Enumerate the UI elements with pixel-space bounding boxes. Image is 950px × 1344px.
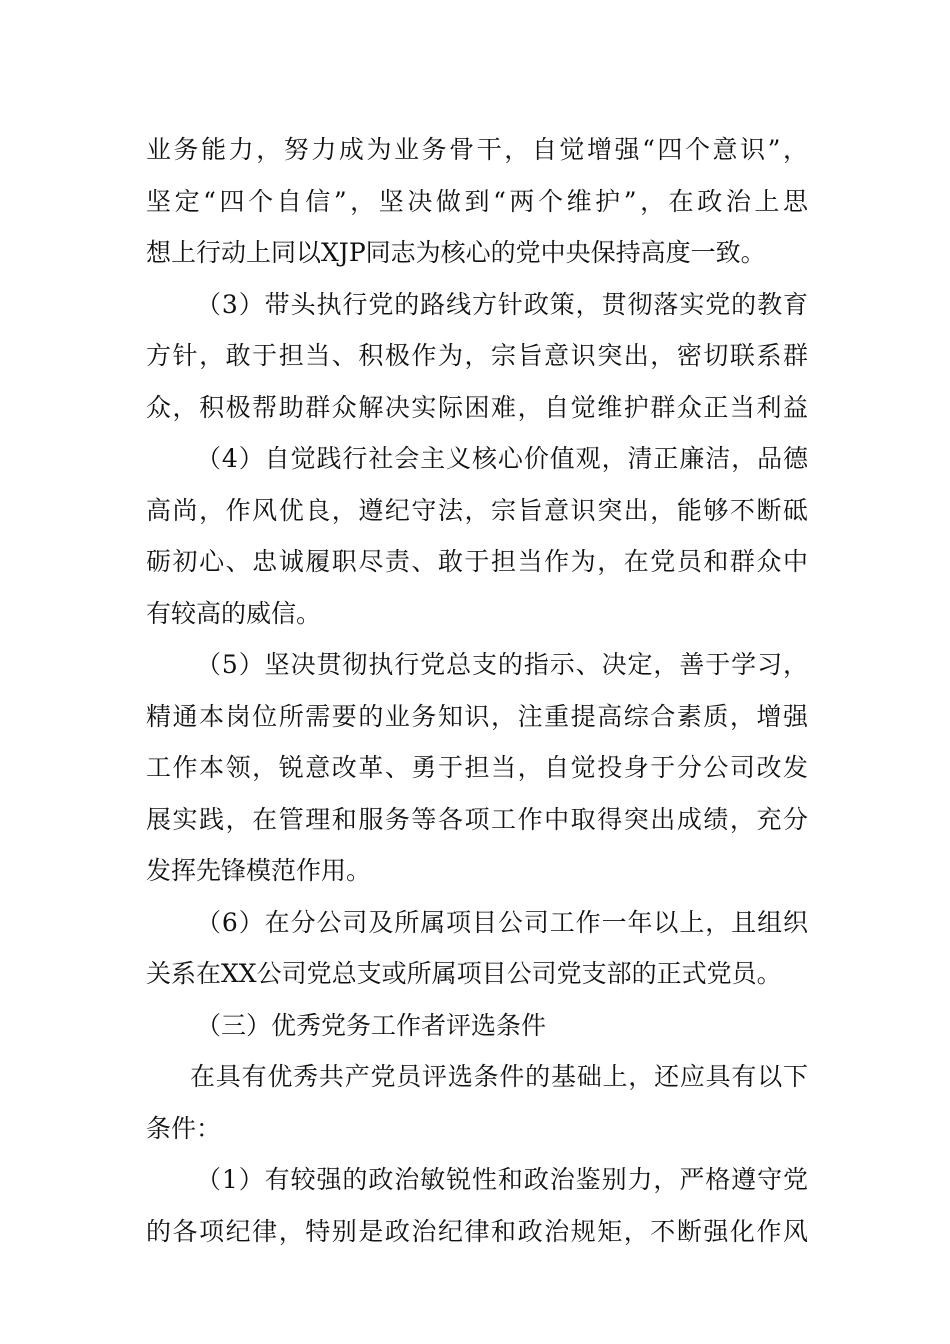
paragraph-item-6 — [146, 897, 808, 1000]
text-line: 众，积极帮助群众解决实际困难，自觉维护群众正当利益 — [146, 392, 808, 422]
heading-text: （三）优秀党务工作者评选条件 — [196, 1010, 547, 1040]
text-line: （3）带头执行党的路线方针政策，贯彻落实党的教育 — [196, 289, 808, 319]
text-line: （5）坚决贯彻执行党总支的指示、决定，善于学习， — [196, 650, 808, 679]
text-line: （1）有较强的政治敏锐性和政治鉴别力，严格遵守党 — [196, 1165, 808, 1194]
text-line: 的各项纪律，特别是政治纪律和政治规矩，不断强化作风 — [146, 1216, 808, 1246]
text-line: 坚定“四个自信”，坚决做到“两个维护”，在政治上思 — [146, 186, 808, 216]
text-line: 在具有优秀共产党员评选条件的基础上，还应具有以下 — [190, 1062, 808, 1091]
text-line: 条件： — [146, 1113, 222, 1143]
text-line: （4）自觉践行社会主义核心价值观，清正廉洁，品德 — [196, 444, 808, 473]
text-line: 方针，敢于担当、积极作为，宗旨意识突出，密切联系群 — [146, 341, 808, 370]
paragraph-item-3 — [146, 279, 808, 434]
text-line: 砺初心、忠诚履职尽责、敢于担当作为，在党员和群众中 — [146, 547, 808, 576]
section-heading — [146, 1000, 808, 1052]
text-line: 工作本领，锐意改革、勇于担当，自觉投身于分公司改发 — [146, 753, 808, 782]
text-line: 发挥先锋模范作用。 — [146, 856, 372, 885]
paragraph-item-1 — [146, 1154, 808, 1257]
paragraph-item-5 — [146, 639, 808, 897]
text-line: 有较高的威信。 — [146, 598, 322, 628]
text-line: 精通本岗位所需要的业务知识，注重提高综合素质，增强 — [146, 701, 808, 731]
text-line: （6）在分公司及所属项目公司工作一年以上，且组织 — [196, 907, 808, 937]
text-line: 关系在XX公司党总支或所属项目公司党支部的正式党员。 — [146, 959, 782, 988]
text-line: 展实践，在管理和服务等各项工作中取得突出成绩，充分 — [146, 804, 808, 834]
paragraph-continuation — [146, 124, 808, 279]
text-line: 高尚，作风优良，遵纪守法，宗旨意识突出，能够不断砥 — [146, 495, 808, 525]
text-line: 业务能力，努力成为业务骨干，自觉增强“四个意识”， — [146, 135, 808, 164]
paragraph-item-4 — [146, 433, 808, 639]
paragraph-intro — [146, 1051, 808, 1154]
text-line: 想上行动上同以XJP同志为核心的党中央保持高度一致。 — [146, 238, 766, 267]
document-body — [146, 124, 808, 1257]
